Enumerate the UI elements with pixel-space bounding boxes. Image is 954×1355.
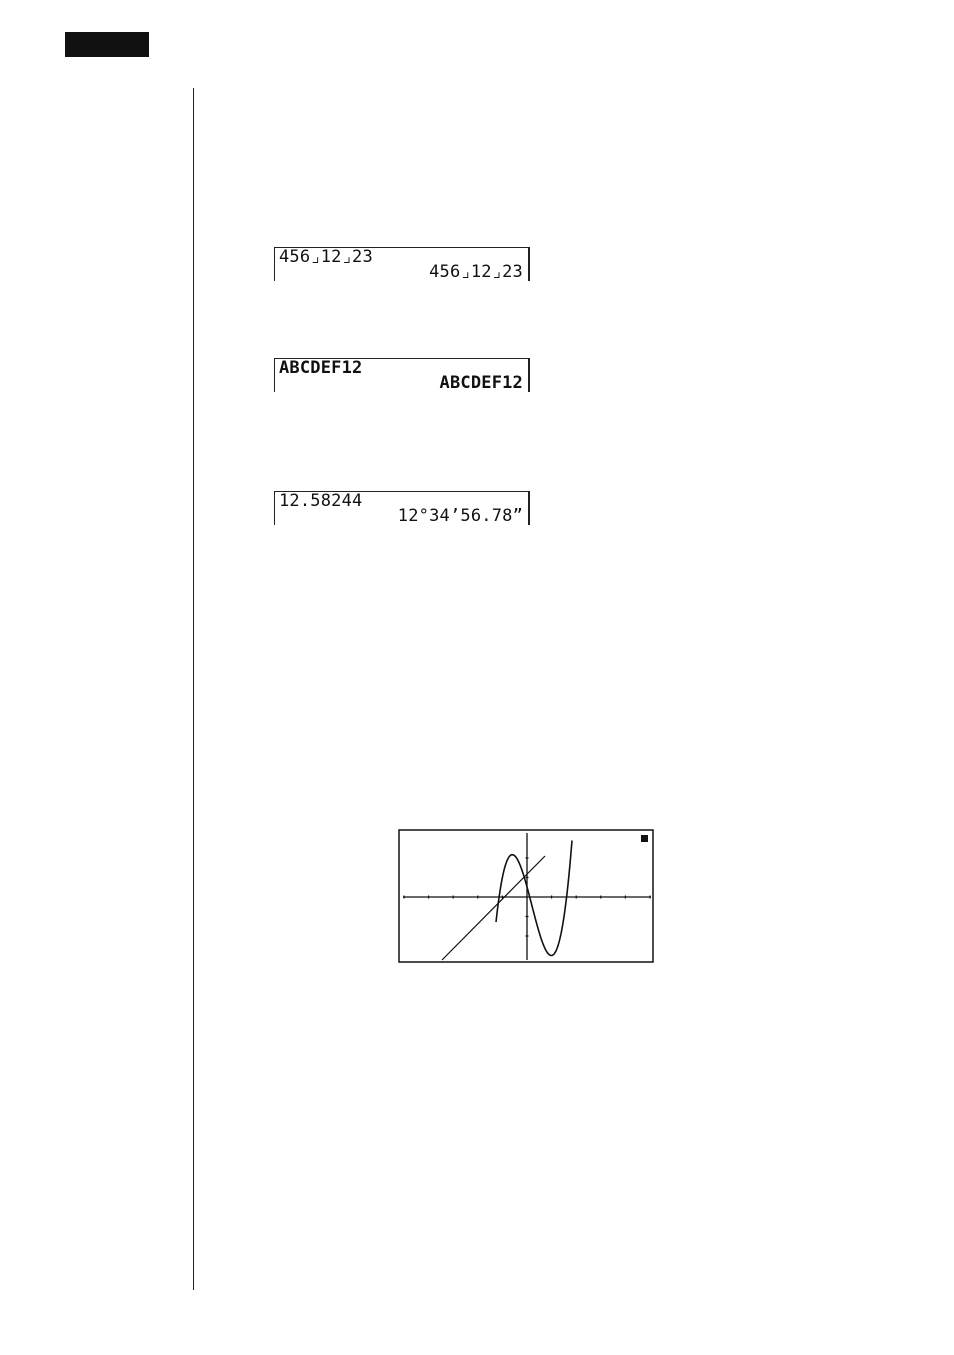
screen-result-line: 12°34’56.78”	[397, 506, 523, 526]
calculator-screen-degrees	[274, 491, 530, 525]
margin-rule	[193, 88, 194, 1290]
indicator-square-icon	[641, 835, 648, 842]
screen-result-line: ABCDEF12	[439, 373, 523, 393]
section-header-tab	[65, 32, 149, 57]
screen-input-line: ABCDEF12	[279, 358, 363, 378]
calculator-graph-screen	[398, 829, 654, 963]
calculator-screen-sexagesimal	[274, 247, 530, 281]
graph-border	[399, 830, 653, 962]
screen-result-line: 456⌟12⌟23	[429, 262, 523, 282]
screen-input-line: 12.58244	[279, 491, 363, 511]
graph-svg	[398, 829, 654, 963]
calculator-screen-hex	[274, 358, 530, 392]
screen-input-line: 456⌟12⌟23	[279, 247, 373, 267]
